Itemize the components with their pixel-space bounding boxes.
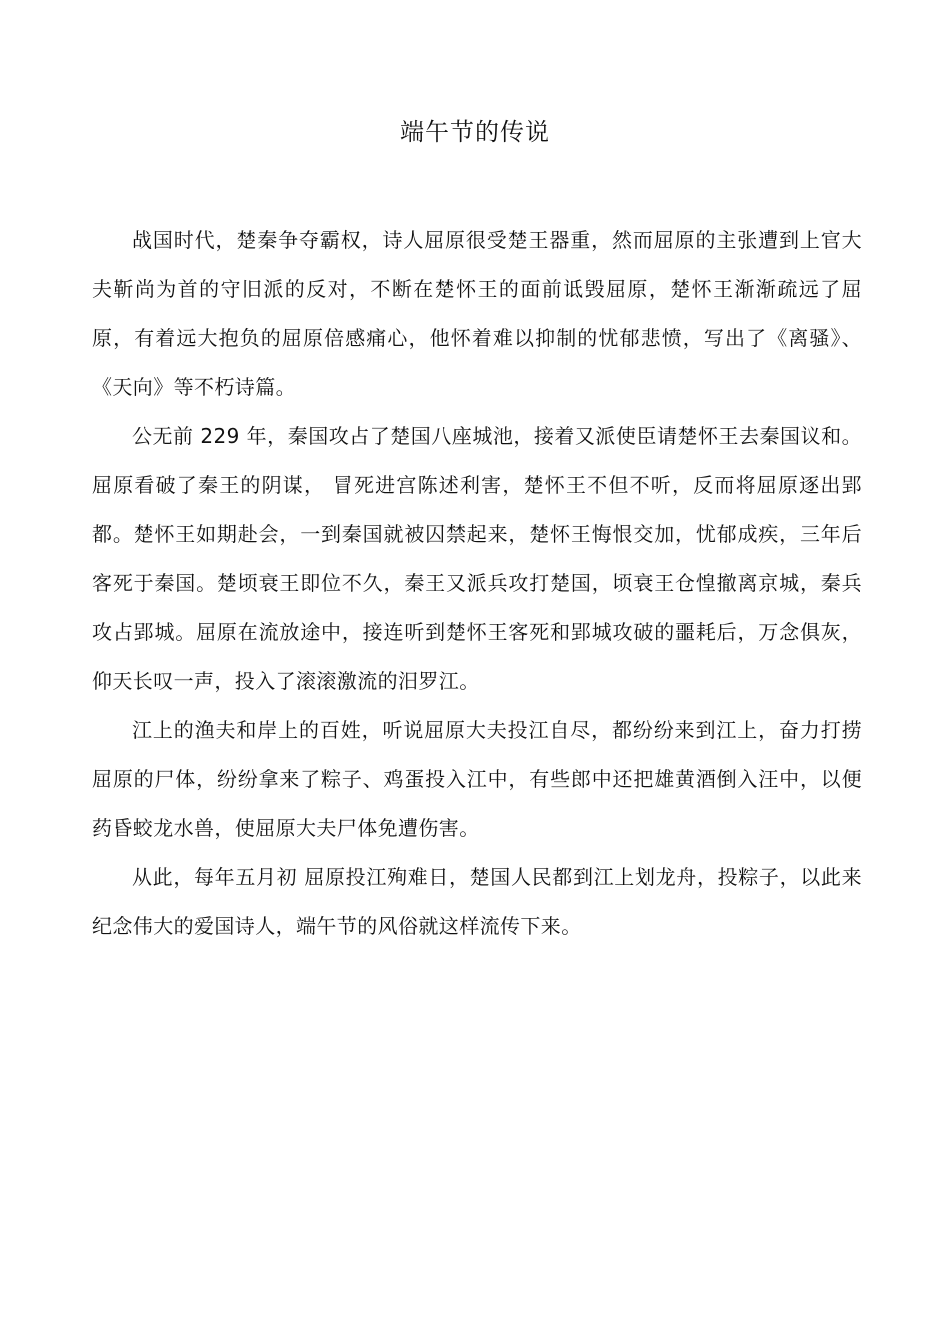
paragraph-4: 从此，每年五月初 屈原投江殉难日，楚国人民都到江上划龙舟，投粽子，以此来纪念伟大的爱国诗人，端午节的风俗就这样流传下来。 — [92, 865, 862, 938]
paragraph-2: 公无前 229 年，秦国攻占了楚国八座城池，接着又派使臣请楚怀王去秦国议和。屈原看破了秦王的阴谋， 冒死进宫陈述利害，楚怀王不但不听，反而将屈原逐出郢都。楚怀王如期赴会，一到秦国就被囚禁起来，楚怀王悔恨交加，忧郁成疾，三年后客死于秦国。楚顷衰王即位不久，秦王又派兵攻打楚国，顷衰王仓惶撤离京城，秦兵攻占郢城。屈原在流放途中，接连听到楚怀王客死和郢城攻破的噩耗后，万念俱灰，仰天长叹一声，投入了滚滚激流的汨罗江。 — [92, 424, 862, 693]
paragraph-3: 江上的渔夫和岸上的百姓，听说屈原大夫投江自尽，都纷纷来到江上，奋力打捞屈原的尸体，纷纷拿来了粽子、鸡蛋投入江中，有些郎中还把雄黄酒倒入汪中，以便药昏蛟龙水兽，使屈原大夫尸体免遭伤害。 — [92, 718, 862, 840]
paragraph-1: 战国时代，楚秦争夺霸权，诗人屈原很受楚王器重，然而屈原的主张遭到上官大夫靳尚为首的守旧派的反对，不断在楚怀王的面前诋毁屈原，楚怀王渐渐疏远了屈原，有着远大抱负的屈原倍感痛心，他怀着难以抑制的忧郁悲愤，写出了《离骚》、《天向》等不朽诗篇。 — [92, 228, 862, 399]
document-body — [92, 216, 862, 951]
document-title: 端午节的传说 — [400, 118, 550, 146]
